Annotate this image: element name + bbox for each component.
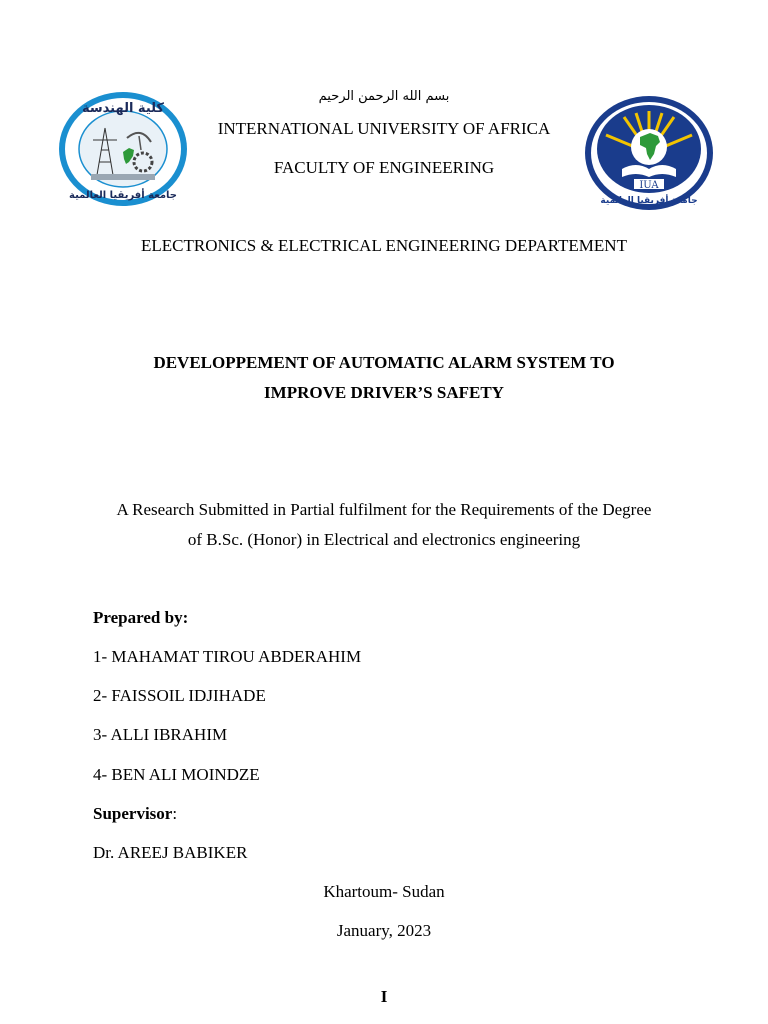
- thesis-title-line-1: DEVELOPPEMENT OF AUTOMATIC ALARM SYSTEM TO: [153, 353, 615, 372]
- department-name: ELECTRONICS & ELECTRICAL ENGINEERING DEPARTEMENT: [141, 236, 627, 255]
- member-2: 2- FAISSOIL IDJIHADE: [93, 686, 266, 705]
- faculty-emblem-icon: [57, 90, 189, 208]
- supervisor-label: [93, 803, 177, 825]
- iua-emblem-icon: [584, 95, 714, 211]
- submission-line-2: of B.Sc. (Honor) in Electrical and electronics engineering: [187, 530, 581, 549]
- faculty-of-engineering-logo: [57, 90, 189, 208]
- iua-logo: [584, 95, 714, 211]
- svg-text:IUA: IUA: [639, 180, 659, 191]
- thesis-title-line-2: IMPROVE DRIVER’S SAFETY: [264, 383, 504, 402]
- supervisor-colon: :: [172, 804, 178, 823]
- supervisor-label-text: Supervisor: [93, 804, 173, 823]
- svg-text:جامعة أفريقيا العالمية: جامعة أفريقيا العالمية: [600, 196, 698, 206]
- svg-text:كلية الهندسة: كلية الهندسة: [82, 101, 164, 116]
- date: January, 2023: [336, 921, 432, 940]
- member-4: 4- BEN ALI MOINDZE: [93, 765, 260, 784]
- university-name: INTERNATIONAL UNIVERSITY OF AFRICA: [217, 119, 551, 138]
- submission-line-1: A Research Submitted in Partial fulfilment for the Requirements of the Degree: [116, 500, 652, 519]
- supervisor-name: Dr. AREEJ BABIKER: [93, 843, 248, 862]
- member-1: 1- MAHAMAT TIROU ABDERAHIM: [93, 647, 362, 666]
- place: Khartoum- Sudan: [323, 882, 445, 901]
- faculty-name: FACULTY OF ENGINEERING: [273, 158, 495, 177]
- page-number: I: [380, 987, 388, 1006]
- basmala: بسم الله الرحمن الرحيم: [318, 89, 450, 104]
- member-3: 3- ALLI IBRAHIM: [93, 725, 228, 744]
- prepared-by-label: Prepared by:: [93, 608, 189, 627]
- svg-text:جامعة أفريقيا العالمية: جامعة أفريقيا العالمية: [69, 190, 177, 201]
